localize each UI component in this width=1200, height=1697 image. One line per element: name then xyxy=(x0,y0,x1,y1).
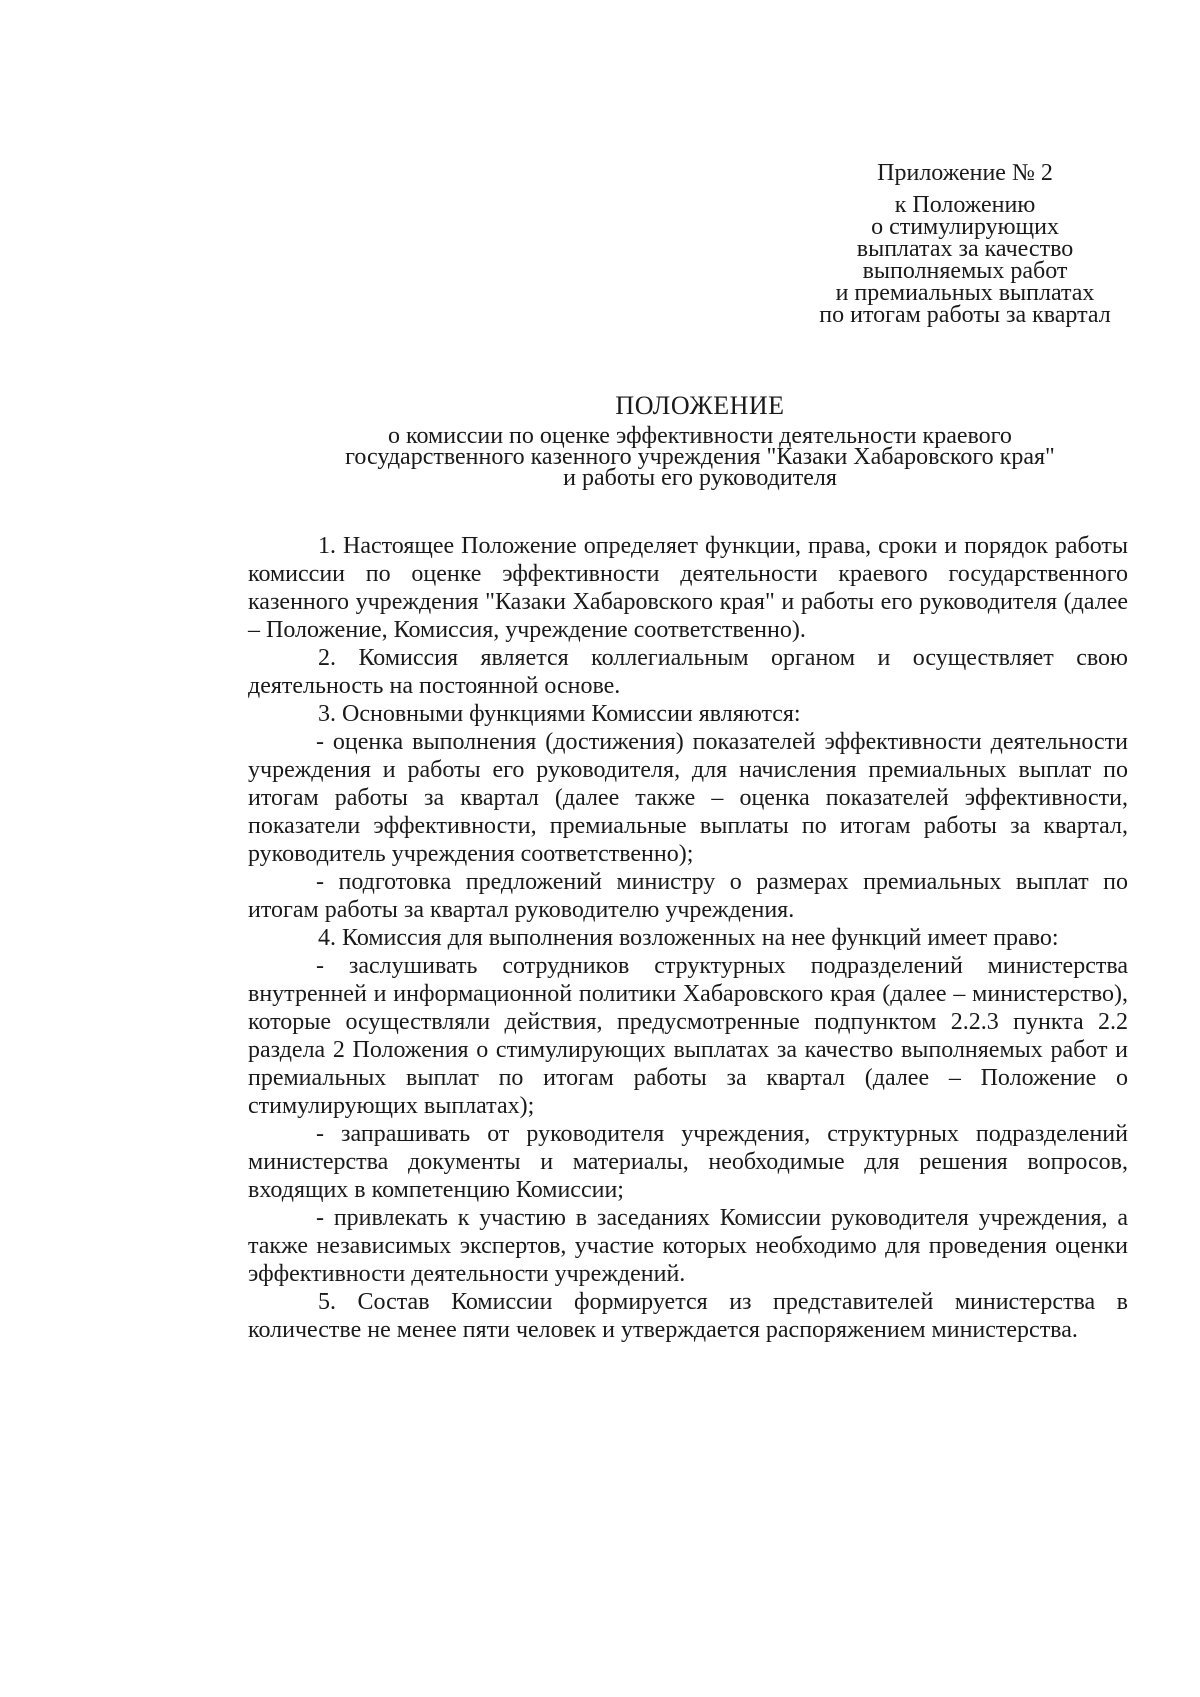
appendix-line: о стимулирующих xyxy=(871,214,1059,240)
paragraph-4-item-3: - привлекать к участию в заседаниях Комиссии руководителя учреждения, а также независимых экспертов, участие которых необходимо для проведения оценки эффективности деятельности учреждений. xyxy=(248,1205,1128,1287)
appendix-header xyxy=(790,162,1140,326)
document-heading xyxy=(270,391,1130,491)
document-subtitle-line: о комиссии по оценке эффективности деятельности краевого xyxy=(388,423,1012,449)
appendix-line: по итогам работы за квартал xyxy=(819,302,1111,328)
paragraph-3-item-2: - подготовка предложений министру о размерах премиальных выплат по итогам работы за квартал руководителю учреждения. xyxy=(248,869,1128,923)
appendix-line: и премиальных выплатах xyxy=(835,280,1095,306)
document-body xyxy=(248,532,1128,1344)
paragraph-4: 4. Комиссия для выполнения возложенных на нее функций имеет право: xyxy=(318,925,1059,951)
appendix-line: выплатах за качество xyxy=(856,236,1074,262)
paragraph-1: 1. Настоящее Положение определяет функции, права, сроки и порядок работы комиссии по оценке эффективности деятельности краевого государственного казенного учреждения "Казаки Хабаровского края" и работы его руководителя (далее – Положение, Комиссия, учреждение соответственно). xyxy=(248,533,1128,643)
paragraph-5: 5. Состав Комиссии формируется из представителей министерства в количестве не менее пяти человек и утверждается распоряжением министерства. xyxy=(248,1289,1128,1343)
paragraph-4-item-1: - заслушивать сотрудников структурных подразделений министерства внутренней и информационной политики Хабаровского края (далее – министерство), которые осуществляли действия, предусмотренные подпунктом 2.2.3 пункта 2.2 раздела 2 Положения о стимулирующих выплатах за качество выполняемых работ и премиальных выплат по итогам работы за квартал (далее – Положение о стимулирующих выплатах); xyxy=(248,953,1128,1119)
document-subtitle-line: и работы его руководителя xyxy=(563,465,837,491)
document-title: ПОЛОЖЕНИЕ xyxy=(615,391,785,420)
paragraph-3-item-1: - оценка выполнения (достижения) показателей эффективности деятельности учреждения и работы его руководителя, для начисления премиальных выплат по итогам работы за квартал (далее также – оценка показателей эффективности, показатели эффективности, премиальные выплаты по итогам работы за квартал, руководитель учреждения соответственно); xyxy=(248,729,1128,867)
paragraph-2: 2. Комиссия является коллегиальным органом и осуществляет свою деятельность на постоянной основе. xyxy=(248,645,1128,699)
paragraph-4-item-2: - запрашивать от руководителя учреждения, структурных подразделений министерства документы и материалы, необходимые для решения вопросов, входящих в компетенцию Комиссии; xyxy=(248,1121,1128,1203)
appendix-number: Приложение № 2 xyxy=(877,160,1053,186)
document-subtitle-line: государственного казенного учреждения "Казаки Хабаровского края" xyxy=(345,444,1055,470)
appendix-line: выполняемых работ xyxy=(862,258,1068,284)
paragraph-3: 3. Основными функциями Комиссии являются: xyxy=(318,701,801,727)
appendix-line: к Положению xyxy=(894,192,1036,218)
